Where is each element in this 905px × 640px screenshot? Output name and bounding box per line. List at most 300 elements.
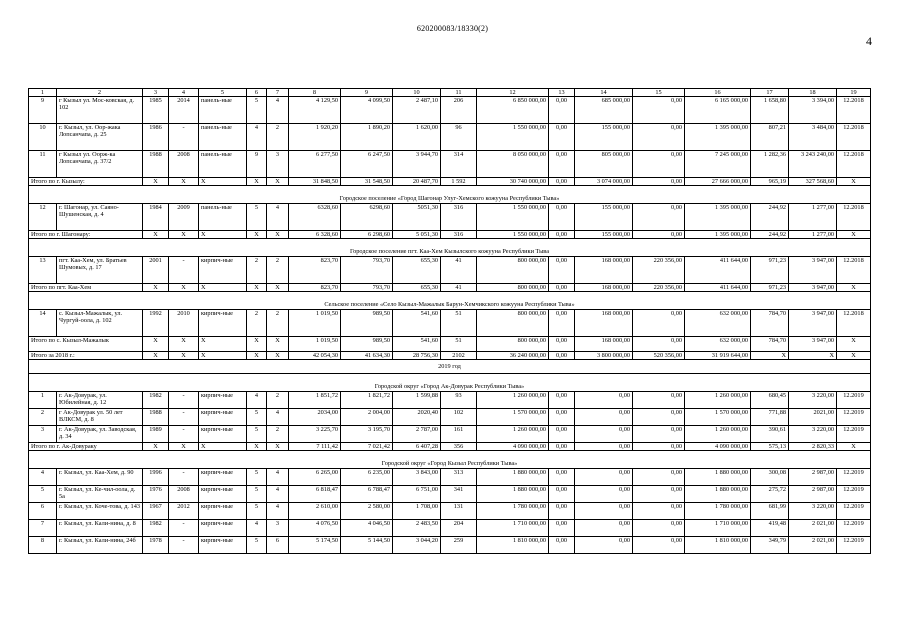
table-cell: Х (267, 352, 289, 360)
table-cell: Х (169, 352, 199, 360)
table-cell: 220 356,00 (633, 257, 685, 284)
table-cell: 0,00 (633, 503, 685, 520)
table-cell: Х (199, 337, 247, 352)
table-cell: 0,00 (549, 204, 575, 231)
table-cell: 10 (29, 124, 57, 151)
year-heading: 2019 год (29, 360, 871, 374)
table-cell: 20 487,70 (393, 178, 441, 186)
table-cell: 168 000,00 (575, 310, 633, 337)
subtotal-row (29, 352, 871, 360)
table-cell: г. Кызыл, ул. Ке-чил-оола, д. 5а (57, 486, 143, 503)
table-cell: 12.2019 (837, 537, 871, 554)
table-cell: 680,45 (751, 392, 789, 409)
section-heading-row (29, 374, 871, 392)
table-cell: Х (247, 443, 267, 451)
table-cell: 3 (267, 151, 289, 178)
table-cell: 1 880 000,00 (685, 469, 751, 486)
table-cell: 2102 (441, 352, 477, 360)
table-cell: 0,00 (549, 151, 575, 178)
table-cell: 0,00 (549, 178, 575, 186)
table-cell: 12.2018 (837, 151, 871, 178)
table-row (29, 124, 871, 151)
table-cell: 4 090 000,00 (685, 443, 751, 451)
table-cell: 823,70 (289, 284, 341, 292)
table-cell: 4 076,50 (289, 520, 341, 537)
column-number: 8 (289, 89, 341, 97)
table-row (29, 486, 871, 503)
table-cell: 0,00 (549, 503, 575, 520)
table-cell: 220 356,00 (633, 284, 685, 292)
table-cell: 12.2019 (837, 469, 871, 486)
table-cell: 632 000,00 (685, 337, 751, 352)
table-cell: 12.2018 (837, 310, 871, 337)
table-cell: 0,00 (633, 486, 685, 503)
table-cell: кирпич-ные (199, 310, 247, 337)
table-cell: 8 (29, 537, 57, 554)
table-cell: 0,00 (575, 486, 633, 503)
table-cell: 42 054,30 (289, 352, 341, 360)
table-cell: 51 (441, 337, 477, 352)
table-cell: кирпич-ные (199, 486, 247, 503)
table-cell: 102 (441, 409, 477, 426)
table-cell: 313 (441, 469, 477, 486)
table-cell: Х (837, 231, 871, 239)
table-cell: 1 658,80 (751, 97, 789, 124)
table-cell: - (169, 520, 199, 537)
table-cell: г. Шагонар, ул. Саяно-Шушенская, д. 4 (57, 204, 143, 231)
table-row (29, 257, 871, 284)
table-row (29, 310, 871, 337)
table-cell: 0,00 (549, 310, 575, 337)
table-cell: 2 610,00 (289, 503, 341, 520)
table-cell: 0,00 (549, 124, 575, 151)
table-cell: 6 247,50 (341, 151, 393, 178)
table-cell: 4 (267, 409, 289, 426)
table-cell: 655,30 (393, 257, 441, 284)
table-cell: 971,23 (751, 257, 789, 284)
table-cell: Х (169, 231, 199, 239)
table-cell: 0,00 (575, 443, 633, 451)
table-cell: 6 (29, 503, 57, 520)
table-cell: 341 (441, 486, 477, 503)
table-cell: кирпич-ные (199, 537, 247, 554)
table-cell: 5051,30 (393, 204, 441, 231)
table-cell: 168 000,00 (575, 257, 633, 284)
table-cell: 4 099,50 (341, 97, 393, 124)
table-cell: 41 634,30 (341, 352, 393, 360)
table-cell: г. Ак-Довурак, ул. Юбилейная, д. 12 (57, 392, 143, 409)
column-number: 2 (57, 89, 143, 97)
table-cell: 1 708,00 (393, 503, 441, 520)
table-cell: 1 810 000,00 (685, 537, 751, 554)
table-cell: Х (789, 352, 837, 360)
table-cell: 3 (29, 426, 57, 443)
table-cell: Х (837, 443, 871, 451)
table-cell: 3 044,20 (393, 537, 441, 554)
table-row (29, 426, 871, 443)
table-cell: 6 (267, 537, 289, 554)
table-cell: г. Кызыл, ул. Каа-Хем, д. 90 (57, 469, 143, 486)
table-cell: г. Ак-Довурак, ул. Заводская, д. 34 (57, 426, 143, 443)
subtotal-label: Итого по г. Шагонару: (29, 231, 143, 239)
table-cell: 1967 (143, 503, 169, 520)
table-cell: 800 000,00 (477, 310, 549, 337)
register-body (29, 89, 871, 554)
table-cell: 7 245 000,00 (685, 151, 751, 178)
table-cell: Х (267, 284, 289, 292)
table-cell: 6 165 000,00 (685, 97, 751, 124)
section-heading: Городское поселение «Город Шагонар Улуг-Хемского кожууна Республики Тыва» (29, 186, 871, 204)
table-cell: Х (199, 443, 247, 451)
table-cell: 0,00 (575, 426, 633, 443)
table-row (29, 97, 871, 124)
table-cell: 1 550 000,00 (477, 204, 549, 231)
table-cell: 5 174,50 (289, 537, 341, 554)
table-cell: - (169, 537, 199, 554)
table-cell: 12.2019 (837, 486, 871, 503)
table-cell: 30 740 000,00 (477, 178, 549, 186)
table-cell: 27 666 000,00 (685, 178, 751, 186)
table-cell: 1 780 000,00 (685, 503, 751, 520)
table-cell: кирпич-ные (199, 426, 247, 443)
table-cell: г Ак-Довурак ул. 50 лет ВЛКСМ, д. 8 (57, 409, 143, 426)
table-cell: 5 051,30 (393, 231, 441, 239)
table-cell: 6 277,50 (289, 151, 341, 178)
table-cell: 0,00 (633, 97, 685, 124)
table-cell: кирпич-ные (199, 392, 247, 409)
table-cell: 161 (441, 426, 477, 443)
section-heading-row (29, 292, 871, 310)
table-cell: 1 710 000,00 (477, 520, 549, 537)
table-cell: Х (143, 231, 169, 239)
table-cell: 327 568,60 (789, 178, 837, 186)
table-cell: 2 (267, 426, 289, 443)
table-cell: 6 751,00 (393, 486, 441, 503)
table-cell: 0,00 (549, 409, 575, 426)
table-cell: 2020,40 (393, 409, 441, 426)
table-cell: 356 (441, 443, 477, 451)
column-number: 4 (169, 89, 199, 97)
table-cell: 1988 (143, 151, 169, 178)
section-heading-row (29, 239, 871, 257)
column-number: 11 (441, 89, 477, 97)
table-cell: 1986 (143, 124, 169, 151)
column-number: 14 (575, 89, 633, 97)
table-cell: 2 (267, 257, 289, 284)
table-cell: 5 (247, 537, 267, 554)
table-cell: 784,70 (751, 337, 789, 352)
table-cell: 0,00 (575, 537, 633, 554)
table-cell: г Кызыл ул. Мос-ковская, д. 102 (57, 97, 143, 124)
table-cell: 0,00 (633, 537, 685, 554)
table-cell: Х (837, 352, 871, 360)
table-cell: 2 004,00 (341, 409, 393, 426)
table-cell: 2 987,00 (789, 486, 837, 503)
table-cell: 1 890,20 (341, 124, 393, 151)
table-cell: 1 550 000,00 (477, 124, 549, 151)
table-cell: 6 407,28 (393, 443, 441, 451)
table-cell: 314 (441, 151, 477, 178)
table-cell: 316 (441, 231, 477, 239)
table-cell: 0,00 (575, 392, 633, 409)
table-cell: 2001 (143, 257, 169, 284)
table-cell: 971,23 (751, 284, 789, 292)
table-cell: 419,48 (751, 520, 789, 537)
table-cell: 1 880 000,00 (477, 486, 549, 503)
table-cell: 0,00 (549, 469, 575, 486)
table-cell: 807,21 (751, 124, 789, 151)
table-cell: 390,61 (751, 426, 789, 443)
table-cell: 1985 (143, 97, 169, 124)
table-cell: 2008 (169, 486, 199, 503)
column-number: 16 (685, 89, 751, 97)
table-cell: 9 (29, 97, 57, 124)
column-number: 6 (247, 89, 267, 97)
table-cell: 1 019,50 (289, 337, 341, 352)
table-row (29, 520, 871, 537)
table-cell: 155 000,00 (575, 231, 633, 239)
table-cell: 5 (247, 469, 267, 486)
column-number: 10 (393, 89, 441, 97)
year-heading-row (29, 360, 871, 374)
table-cell: - (169, 409, 199, 426)
table-cell: Х (837, 178, 871, 186)
table-cell: кирпич-ные (199, 409, 247, 426)
table-cell: Х (143, 284, 169, 292)
table-cell: 155 000,00 (575, 124, 633, 151)
table-cell: 4 (267, 486, 289, 503)
subtotal-row (29, 231, 871, 239)
table-cell: Х (143, 178, 169, 186)
column-number-row (29, 89, 871, 97)
table-cell: панель-ные (199, 124, 247, 151)
column-number: 1 (29, 89, 57, 97)
table-cell: Х (267, 178, 289, 186)
table-cell: 4 046,50 (341, 520, 393, 537)
table-cell: пгт. Каа-Хем, ул. Братьев Шумовых, д. 17 (57, 257, 143, 284)
table-cell: 2010 (169, 310, 199, 337)
table-cell: 2 487,10 (393, 97, 441, 124)
table-cell: 1988 (143, 409, 169, 426)
table-cell: 12.2019 (837, 520, 871, 537)
table-cell: 0,00 (633, 310, 685, 337)
table-cell: 0,00 (549, 520, 575, 537)
table-cell: 0,00 (633, 469, 685, 486)
table-cell: 3 195,70 (341, 426, 393, 443)
table-cell: 300,08 (751, 469, 789, 486)
table-cell: 41 (441, 284, 477, 292)
table-cell: 632 000,00 (685, 310, 751, 337)
table-cell: 1976 (143, 486, 169, 503)
table-cell: 0,00 (575, 469, 633, 486)
table-cell: 1 570 000,00 (477, 409, 549, 426)
table-cell: 989,50 (341, 310, 393, 337)
table-cell: 3 394,00 (789, 97, 837, 124)
table-cell: 1 277,00 (789, 204, 837, 231)
table-cell: 1 277,00 (789, 231, 837, 239)
table-cell: 1 (29, 392, 57, 409)
table-cell: г. Кызыл, ул. Оор-жака Лопсанчапа, д. 25 (57, 124, 143, 151)
table-cell: 6328,60 (289, 204, 341, 231)
table-cell: 5 (247, 426, 267, 443)
table-cell: 771,88 (751, 409, 789, 426)
table-cell: 14 (29, 310, 57, 337)
table-cell: 28 756,30 (393, 352, 441, 360)
column-number: 18 (789, 89, 837, 97)
table-cell: 12.2018 (837, 204, 871, 231)
table-cell: 6 328,60 (289, 231, 341, 239)
table-cell: - (169, 426, 199, 443)
table-cell: 2 987,00 (789, 469, 837, 486)
table-cell: 1 780 000,00 (477, 503, 549, 520)
table-cell: 793,70 (341, 284, 393, 292)
table-cell: 275,72 (751, 486, 789, 503)
table-cell: 0,00 (549, 257, 575, 284)
table-row (29, 204, 871, 231)
table-cell: 5 144,50 (341, 537, 393, 554)
table-cell: 5 (247, 97, 267, 124)
table-cell: Х (199, 231, 247, 239)
column-number: 19 (837, 89, 871, 97)
table-cell: 1 710 000,00 (685, 520, 751, 537)
table-cell: 3 243 240,00 (789, 151, 837, 178)
table-cell: - (169, 469, 199, 486)
table-cell: 31 548,50 (341, 178, 393, 186)
column-number: 3 (143, 89, 169, 97)
table-cell: 31 919 644,00 (685, 352, 751, 360)
table-cell: 0,00 (633, 520, 685, 537)
table-cell: 12.2019 (837, 426, 871, 443)
table-cell: - (169, 124, 199, 151)
table-cell: 1996 (143, 469, 169, 486)
table-cell: 3 220,00 (789, 392, 837, 409)
table-cell: 96 (441, 124, 477, 151)
table-cell: 411 644,00 (685, 257, 751, 284)
table-cell: 1 810 000,00 (477, 537, 549, 554)
table-cell: 4 (247, 520, 267, 537)
table-cell: Х (247, 284, 267, 292)
table-cell: 4 (267, 503, 289, 520)
table-cell: Х (751, 352, 789, 360)
table-cell: Х (247, 178, 267, 186)
table-cell: 9 (247, 151, 267, 178)
table-cell: 0,00 (549, 284, 575, 292)
table-cell: 784,70 (751, 310, 789, 337)
table-cell: 0,00 (633, 204, 685, 231)
table-cell: панель-ные (199, 97, 247, 124)
table-cell: 168 000,00 (575, 284, 633, 292)
table-cell: Х (199, 284, 247, 292)
column-number: 5 (199, 89, 247, 97)
table-cell: 1989 (143, 426, 169, 443)
table-cell: 3 800 000,00 (575, 352, 633, 360)
table-cell: Х (837, 284, 871, 292)
table-cell: 244,92 (751, 204, 789, 231)
table-cell: 800 000,00 (477, 337, 549, 352)
table-cell: Х (169, 443, 199, 451)
table-cell: 2 (29, 409, 57, 426)
table-cell: кирпич-ные (199, 520, 247, 537)
section-heading: Городское поселение пгт. Каа-Хем Кызылского кожууна Республики Тыва (29, 239, 871, 257)
table-cell: 0,00 (633, 178, 685, 186)
table-cell: 2014 (169, 97, 199, 124)
table-cell: 541,60 (393, 310, 441, 337)
table-cell: 1 395 000,00 (685, 204, 751, 231)
table-cell: г. Кызыл, ул. Кали-нина, 24б (57, 537, 143, 554)
table-cell: 0,00 (549, 97, 575, 124)
table-cell: 12.2019 (837, 409, 871, 426)
subtotal-row (29, 337, 871, 352)
table-cell: 3 225,70 (289, 426, 341, 443)
table-cell: 1 395 000,00 (685, 124, 751, 151)
table-cell: 5 (247, 503, 267, 520)
table-cell: Х (837, 337, 871, 352)
table-cell: кирпич-ные (199, 257, 247, 284)
table-cell: 965,19 (751, 178, 789, 186)
table-cell: 12.2019 (837, 503, 871, 520)
table-cell: кирпич-ные (199, 503, 247, 520)
table-cell: 4 (247, 392, 267, 409)
table-cell: 0,00 (549, 486, 575, 503)
table-cell: 0,00 (549, 231, 575, 239)
table-cell: 1 599,88 (393, 392, 441, 409)
table-cell: Х (247, 352, 267, 360)
table-cell: 5 (247, 486, 267, 503)
table-cell: 1 920,20 (289, 124, 341, 151)
table-cell: Х (143, 337, 169, 352)
table-cell: панель-ные (199, 204, 247, 231)
table-cell: Х (143, 443, 169, 451)
table-cell: 3 947,00 (789, 310, 837, 337)
subtotal-label: Итого по г. Ак-Довураку (29, 443, 143, 451)
table-cell: 12.2018 (837, 124, 871, 151)
table-cell: 1 851,72 (289, 392, 341, 409)
table-row (29, 503, 871, 520)
table-cell: г. Кызыл, ул. Коче-това, д. 143 (57, 503, 143, 520)
section-heading: Городской округ «Город Ак-Довурак Республики Тыва» (29, 374, 871, 392)
table-cell: 3 843,00 (393, 469, 441, 486)
table-cell: 1 395 000,00 (685, 231, 751, 239)
table-cell: 800 000,00 (477, 257, 549, 284)
table-cell: 800 000,00 (477, 284, 549, 292)
table-cell: панель-ные (199, 151, 247, 178)
column-number: 17 (751, 89, 789, 97)
column-number: 7 (267, 89, 289, 97)
table-cell: 1 570 000,00 (685, 409, 751, 426)
table-cell: 989,50 (341, 337, 393, 352)
table-cell: кирпич-ные (199, 469, 247, 486)
subtotal-label: Итого за 2018 г.: (29, 352, 143, 360)
table-cell: 12 (29, 204, 57, 231)
table-cell: 131 (441, 503, 477, 520)
table-cell: 11 (29, 151, 57, 178)
table-cell: Х (143, 352, 169, 360)
table-cell: Х (199, 352, 247, 360)
table-cell: 206 (441, 97, 477, 124)
table-cell: 6 235,00 (341, 469, 393, 486)
table-cell: 2 021,00 (789, 537, 837, 554)
table-cell: 0,00 (633, 151, 685, 178)
table-cell: 1 620,00 (393, 124, 441, 151)
table-cell: 0,00 (633, 124, 685, 151)
table-cell: 685 000,00 (575, 97, 633, 124)
table-cell: 2008 (169, 151, 199, 178)
table-cell: 8 050 000,00 (477, 151, 549, 178)
table-cell: 0,00 (575, 520, 633, 537)
table-cell: 823,70 (289, 257, 341, 284)
table-cell: 655,30 (393, 284, 441, 292)
table-cell: 0,00 (549, 426, 575, 443)
